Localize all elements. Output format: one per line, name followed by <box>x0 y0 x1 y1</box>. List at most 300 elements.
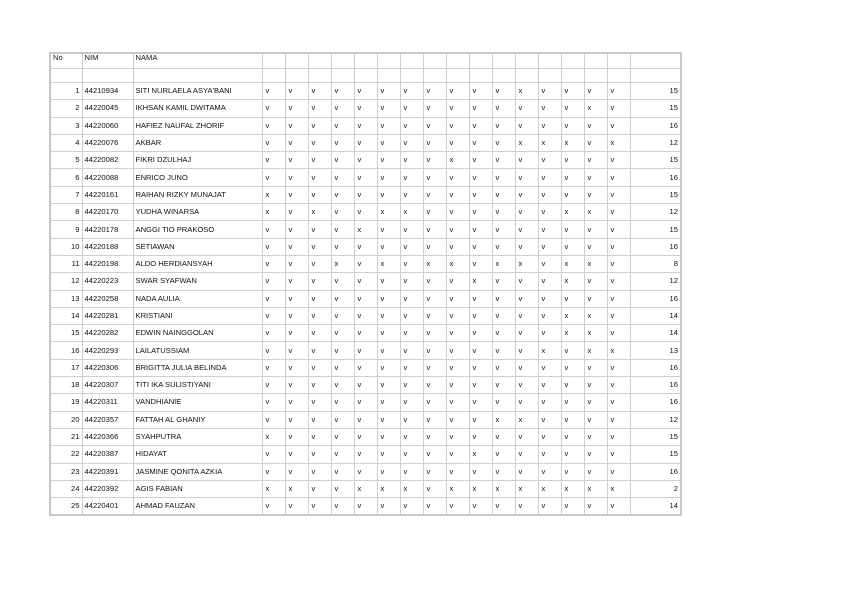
attendance-mark: v <box>469 255 492 272</box>
table-body <box>50 53 681 515</box>
student-nim: 44220311 <box>82 394 133 411</box>
attendance-mark: v <box>469 342 492 359</box>
table-row <box>50 134 681 151</box>
student-name: AKBAR <box>133 134 262 151</box>
attendance-mark: v <box>262 100 285 117</box>
attendance-mark: v <box>285 152 308 169</box>
attendance-mark: v <box>285 428 308 445</box>
attendance-mark: v <box>308 411 331 428</box>
attendance-mark: v <box>262 238 285 255</box>
attendance-mark: v <box>377 394 400 411</box>
attendance-mark: v <box>354 134 377 151</box>
student-name: SYAHPUTRA <box>133 428 262 445</box>
attendance-mark: v <box>285 221 308 238</box>
row-number: 13 <box>50 290 82 307</box>
attendance-mark: v <box>423 359 446 376</box>
attendance-mark: v <box>308 463 331 480</box>
attendance-mark: v <box>400 100 423 117</box>
attendance-mark: v <box>308 428 331 445</box>
student-name: EDWIN NAINGGOLAN <box>133 325 262 342</box>
attendance-mark: x <box>492 480 515 497</box>
attendance-mark: v <box>400 134 423 151</box>
student-name: YUDHA WINARSA <box>133 204 262 221</box>
attendance-mark: v <box>400 238 423 255</box>
attendance-mark: x <box>515 411 538 428</box>
header-cell <box>630 53 681 69</box>
attendance-mark: x <box>492 411 515 428</box>
attendance-mark: v <box>446 117 469 134</box>
attendance-mark: v <box>561 83 584 100</box>
attendance-mark: v <box>285 204 308 221</box>
attendance-mark: v <box>492 152 515 169</box>
empty-cell <box>262 69 285 83</box>
attendance-mark: v <box>515 359 538 376</box>
attendance-mark: v <box>400 152 423 169</box>
row-number: 22 <box>50 446 82 463</box>
attendance-total: 14 <box>630 307 681 324</box>
attendance-mark: x <box>515 83 538 100</box>
attendance-mark: v <box>607 100 630 117</box>
attendance-total: 16 <box>630 359 681 376</box>
attendance-mark: x <box>561 134 584 151</box>
attendance-mark: v <box>423 446 446 463</box>
attendance-mark: v <box>469 498 492 516</box>
attendance-mark: v <box>377 290 400 307</box>
attendance-mark: v <box>584 446 607 463</box>
student-name: IKHSAN KAMIL DWITAMA <box>133 100 262 117</box>
student-nim: 44220178 <box>82 221 133 238</box>
attendance-mark: v <box>607 498 630 516</box>
attendance-mark: v <box>354 325 377 342</box>
attendance-mark: v <box>607 394 630 411</box>
attendance-mark: v <box>308 307 331 324</box>
header-cell <box>584 53 607 69</box>
attendance-mark: v <box>331 498 354 516</box>
header-cell <box>262 53 285 69</box>
attendance-total: 16 <box>630 394 681 411</box>
table-row <box>50 342 681 359</box>
attendance-mark: x <box>607 480 630 497</box>
attendance-mark: v <box>262 134 285 151</box>
row-number: 21 <box>50 428 82 445</box>
attendance-mark: x <box>584 255 607 272</box>
attendance-mark: v <box>446 307 469 324</box>
student-name: ENRICO JUNO <box>133 169 262 186</box>
attendance-mark: v <box>262 498 285 516</box>
attendance-mark: v <box>308 325 331 342</box>
table-row <box>50 100 681 117</box>
empty-cell <box>515 69 538 83</box>
attendance-mark: v <box>469 411 492 428</box>
attendance-mark: v <box>515 204 538 221</box>
attendance-mark: v <box>400 411 423 428</box>
table-row <box>50 221 681 238</box>
attendance-mark: v <box>400 446 423 463</box>
row-number: 5 <box>50 152 82 169</box>
attendance-mark: v <box>561 428 584 445</box>
empty-cell <box>492 69 515 83</box>
attendance-mark: v <box>400 342 423 359</box>
attendance-mark: x <box>469 446 492 463</box>
row-number: 15 <box>50 325 82 342</box>
attendance-mark: v <box>377 411 400 428</box>
attendance-mark: v <box>423 307 446 324</box>
attendance-mark: v <box>515 498 538 516</box>
header-cell <box>400 53 423 69</box>
student-name: FIKRI DZULHAJ <box>133 152 262 169</box>
attendance-mark: x <box>492 255 515 272</box>
attendance-mark: v <box>377 273 400 290</box>
attendance-mark: v <box>607 325 630 342</box>
empty-cell <box>561 69 584 83</box>
table-row <box>50 273 681 290</box>
attendance-mark: v <box>331 83 354 100</box>
attendance-mark: v <box>607 290 630 307</box>
attendance-mark: v <box>515 221 538 238</box>
attendance-mark: x <box>607 342 630 359</box>
attendance-mark: v <box>331 204 354 221</box>
attendance-mark: v <box>515 446 538 463</box>
attendance-mark: v <box>400 377 423 394</box>
attendance-mark: v <box>423 204 446 221</box>
attendance-mark: v <box>561 359 584 376</box>
attendance-mark: v <box>538 394 561 411</box>
empty-cell <box>630 69 681 83</box>
table-row <box>50 169 681 186</box>
attendance-total: 15 <box>630 446 681 463</box>
student-nim: 44220306 <box>82 359 133 376</box>
attendance-mark: v <box>492 325 515 342</box>
attendance-total: 14 <box>630 498 681 516</box>
student-nim: 44220082 <box>82 152 133 169</box>
student-name: SETIAWAN <box>133 238 262 255</box>
attendance-mark: v <box>469 325 492 342</box>
student-name: ALDO HERDIANSYAH <box>133 255 262 272</box>
attendance-mark: v <box>584 273 607 290</box>
attendance-total: 16 <box>630 169 681 186</box>
attendance-total: 16 <box>630 238 681 255</box>
attendance-mark: v <box>469 152 492 169</box>
attendance-mark: v <box>607 377 630 394</box>
attendance-mark: v <box>423 498 446 516</box>
attendance-mark: v <box>331 463 354 480</box>
table-row <box>50 307 681 324</box>
attendance-mark: v <box>515 117 538 134</box>
attendance-mark: x <box>584 325 607 342</box>
attendance-mark: v <box>469 204 492 221</box>
attendance-mark: v <box>561 186 584 203</box>
attendance-mark: x <box>446 152 469 169</box>
attendance-mark: v <box>400 186 423 203</box>
attendance-mark: v <box>285 273 308 290</box>
attendance-mark: v <box>607 117 630 134</box>
attendance-mark: v <box>584 83 607 100</box>
attendance-total: 12 <box>630 204 681 221</box>
attendance-mark: x <box>584 307 607 324</box>
attendance-mark: x <box>515 255 538 272</box>
attendance-mark: v <box>354 117 377 134</box>
attendance-mark: v <box>469 463 492 480</box>
attendance-mark: v <box>285 290 308 307</box>
attendance-mark: v <box>285 325 308 342</box>
attendance-mark: v <box>538 273 561 290</box>
attendance-mark: x <box>538 480 561 497</box>
attendance-mark: x <box>377 480 400 497</box>
attendance-mark: v <box>377 83 400 100</box>
header-cell <box>423 53 446 69</box>
attendance-mark: x <box>561 325 584 342</box>
attendance-mark: v <box>515 238 538 255</box>
header-cell <box>561 53 584 69</box>
attendance-total: 16 <box>630 463 681 480</box>
student-name: ANGGI TIO PRAKOSO <box>133 221 262 238</box>
student-name: AHMAD FAUZAN <box>133 498 262 516</box>
attendance-mark: v <box>377 134 400 151</box>
attendance-mark: v <box>331 359 354 376</box>
attendance-mark: v <box>308 134 331 151</box>
attendance-mark: v <box>285 394 308 411</box>
attendance-mark: v <box>584 359 607 376</box>
attendance-mark: v <box>423 411 446 428</box>
attendance-mark: v <box>423 480 446 497</box>
attendance-mark: v <box>492 186 515 203</box>
attendance-mark: v <box>285 411 308 428</box>
attendance-total: 14 <box>630 325 681 342</box>
attendance-mark: v <box>354 377 377 394</box>
student-name: KRISTIANI <box>133 307 262 324</box>
attendance-mark: v <box>515 152 538 169</box>
attendance-total: 2 <box>630 480 681 497</box>
attendance-mark: v <box>538 83 561 100</box>
attendance-mark: v <box>607 221 630 238</box>
header-cell <box>377 53 400 69</box>
attendance-mark: v <box>492 290 515 307</box>
attendance-mark: v <box>285 100 308 117</box>
empty-cell <box>133 69 262 83</box>
attendance-mark: v <box>331 446 354 463</box>
attendance-mark: v <box>331 307 354 324</box>
attendance-mark: v <box>262 221 285 238</box>
attendance-mark: v <box>400 325 423 342</box>
attendance-mark: v <box>561 411 584 428</box>
header-cell <box>492 53 515 69</box>
attendance-mark: x <box>561 255 584 272</box>
attendance-mark: x <box>584 204 607 221</box>
attendance-total: 16 <box>630 117 681 134</box>
attendance-mark: v <box>354 204 377 221</box>
attendance-mark: v <box>377 100 400 117</box>
attendance-mark: x <box>400 204 423 221</box>
attendance-total: 16 <box>630 377 681 394</box>
row-number: 6 <box>50 169 82 186</box>
attendance-mark: v <box>515 307 538 324</box>
attendance-mark: x <box>561 273 584 290</box>
attendance-mark: v <box>446 359 469 376</box>
header-cell <box>308 53 331 69</box>
attendance-mark: v <box>377 377 400 394</box>
attendance-mark: v <box>308 238 331 255</box>
attendance-mark: x <box>331 255 354 272</box>
empty-cell <box>285 69 308 83</box>
attendance-mark: v <box>584 238 607 255</box>
attendance-mark: v <box>331 377 354 394</box>
attendance-mark: v <box>423 186 446 203</box>
attendance-mark: v <box>469 117 492 134</box>
attendance-mark: v <box>492 307 515 324</box>
attendance-mark: v <box>331 238 354 255</box>
attendance-mark: v <box>262 411 285 428</box>
attendance-mark: v <box>262 342 285 359</box>
attendance-mark: v <box>377 169 400 186</box>
attendance-mark: v <box>285 255 308 272</box>
attendance-mark: x <box>308 204 331 221</box>
attendance-mark: v <box>492 100 515 117</box>
row-number: 25 <box>50 498 82 516</box>
attendance-mark: v <box>538 169 561 186</box>
attendance-mark: v <box>308 342 331 359</box>
attendance-mark: v <box>446 238 469 255</box>
attendance-total: 8 <box>630 255 681 272</box>
attendance-mark: v <box>584 411 607 428</box>
attendance-mark: v <box>400 83 423 100</box>
student-name: JASMINE QONITA AZKIA <box>133 463 262 480</box>
attendance-total: 13 <box>630 342 681 359</box>
attendance-mark: v <box>538 446 561 463</box>
attendance-mark: v <box>584 377 607 394</box>
attendance-mark: v <box>308 169 331 186</box>
attendance-mark: v <box>584 117 607 134</box>
attendance-mark: v <box>262 255 285 272</box>
row-number: 7 <box>50 186 82 203</box>
attendance-mark: v <box>446 221 469 238</box>
attendance-mark: v <box>492 238 515 255</box>
student-name: AGIS FABIAN <box>133 480 262 497</box>
empty-cell <box>377 69 400 83</box>
attendance-mark: v <box>492 394 515 411</box>
attendance-mark: v <box>331 273 354 290</box>
attendance-mark: v <box>423 342 446 359</box>
attendance-mark: v <box>561 290 584 307</box>
attendance-mark: v <box>469 307 492 324</box>
attendance-mark: x <box>262 186 285 203</box>
student-nim: 44220198 <box>82 255 133 272</box>
attendance-mark: v <box>331 428 354 445</box>
table-row <box>50 325 681 342</box>
student-name: SITI NURLAELA ASYA'BANI <box>133 83 262 100</box>
attendance-table <box>49 52 682 516</box>
student-nim: 44220307 <box>82 377 133 394</box>
attendance-mark: v <box>331 394 354 411</box>
attendance-mark: v <box>607 307 630 324</box>
attendance-mark: v <box>308 273 331 290</box>
attendance-mark: v <box>400 463 423 480</box>
attendance-mark: v <box>354 342 377 359</box>
header-nim: NIM <box>82 53 133 69</box>
attendance-total: 12 <box>630 411 681 428</box>
attendance-mark: v <box>400 273 423 290</box>
attendance-mark: v <box>285 498 308 516</box>
row-number: 24 <box>50 480 82 497</box>
student-nim: 44220282 <box>82 325 133 342</box>
attendance-mark: v <box>492 463 515 480</box>
attendance-mark: v <box>308 498 331 516</box>
row-number: 17 <box>50 359 82 376</box>
attendance-mark: v <box>285 83 308 100</box>
attendance-mark: v <box>561 221 584 238</box>
student-nim: 44220357 <box>82 411 133 428</box>
attendance-mark: v <box>607 152 630 169</box>
attendance-mark: v <box>446 325 469 342</box>
row-number: 11 <box>50 255 82 272</box>
attendance-mark: v <box>377 152 400 169</box>
attendance-mark: v <box>354 446 377 463</box>
attendance-mark: v <box>561 342 584 359</box>
table-row <box>50 463 681 480</box>
attendance-mark: x <box>515 134 538 151</box>
attendance-mark: v <box>331 100 354 117</box>
attendance-mark: v <box>262 290 285 307</box>
attendance-mark: v <box>607 238 630 255</box>
attendance-mark: v <box>285 446 308 463</box>
attendance-total: 16 <box>630 290 681 307</box>
attendance-mark: v <box>262 359 285 376</box>
attendance-mark: v <box>469 169 492 186</box>
table-row <box>50 204 681 221</box>
attendance-mark: v <box>377 428 400 445</box>
attendance-mark: x <box>262 204 285 221</box>
attendance-mark: v <box>538 255 561 272</box>
empty-cell <box>308 69 331 83</box>
attendance-mark: v <box>607 83 630 100</box>
student-nim: 44220076 <box>82 134 133 151</box>
attendance-mark: v <box>538 377 561 394</box>
attendance-mark: v <box>331 117 354 134</box>
attendance-mark: v <box>354 498 377 516</box>
attendance-mark: x <box>400 480 423 497</box>
table-row <box>50 238 681 255</box>
attendance-mark: v <box>469 221 492 238</box>
student-nim: 44220161 <box>82 186 133 203</box>
attendance-mark: v <box>423 377 446 394</box>
attendance-mark: v <box>584 186 607 203</box>
attendance-mark: v <box>538 411 561 428</box>
attendance-mark: v <box>331 134 354 151</box>
student-nim: 44220387 <box>82 446 133 463</box>
attendance-mark: v <box>285 307 308 324</box>
attendance-mark: v <box>354 100 377 117</box>
attendance-mark: v <box>492 169 515 186</box>
row-number: 8 <box>50 204 82 221</box>
row-number: 18 <box>50 377 82 394</box>
attendance-mark: v <box>446 498 469 516</box>
attendance-mark: v <box>561 238 584 255</box>
attendance-mark: v <box>446 204 469 221</box>
attendance-mark: x <box>538 342 561 359</box>
attendance-mark: x <box>446 480 469 497</box>
attendance-mark: v <box>262 463 285 480</box>
student-name: HIDAYAT <box>133 446 262 463</box>
attendance-mark: v <box>607 204 630 221</box>
attendance-mark: v <box>561 463 584 480</box>
empty-cell <box>607 69 630 83</box>
attendance-mark: v <box>400 428 423 445</box>
attendance-mark: v <box>515 463 538 480</box>
header-cell <box>538 53 561 69</box>
attendance-mark: v <box>446 446 469 463</box>
student-nim: 44220188 <box>82 238 133 255</box>
student-nim: 44220366 <box>82 428 133 445</box>
attendance-mark: v <box>607 359 630 376</box>
